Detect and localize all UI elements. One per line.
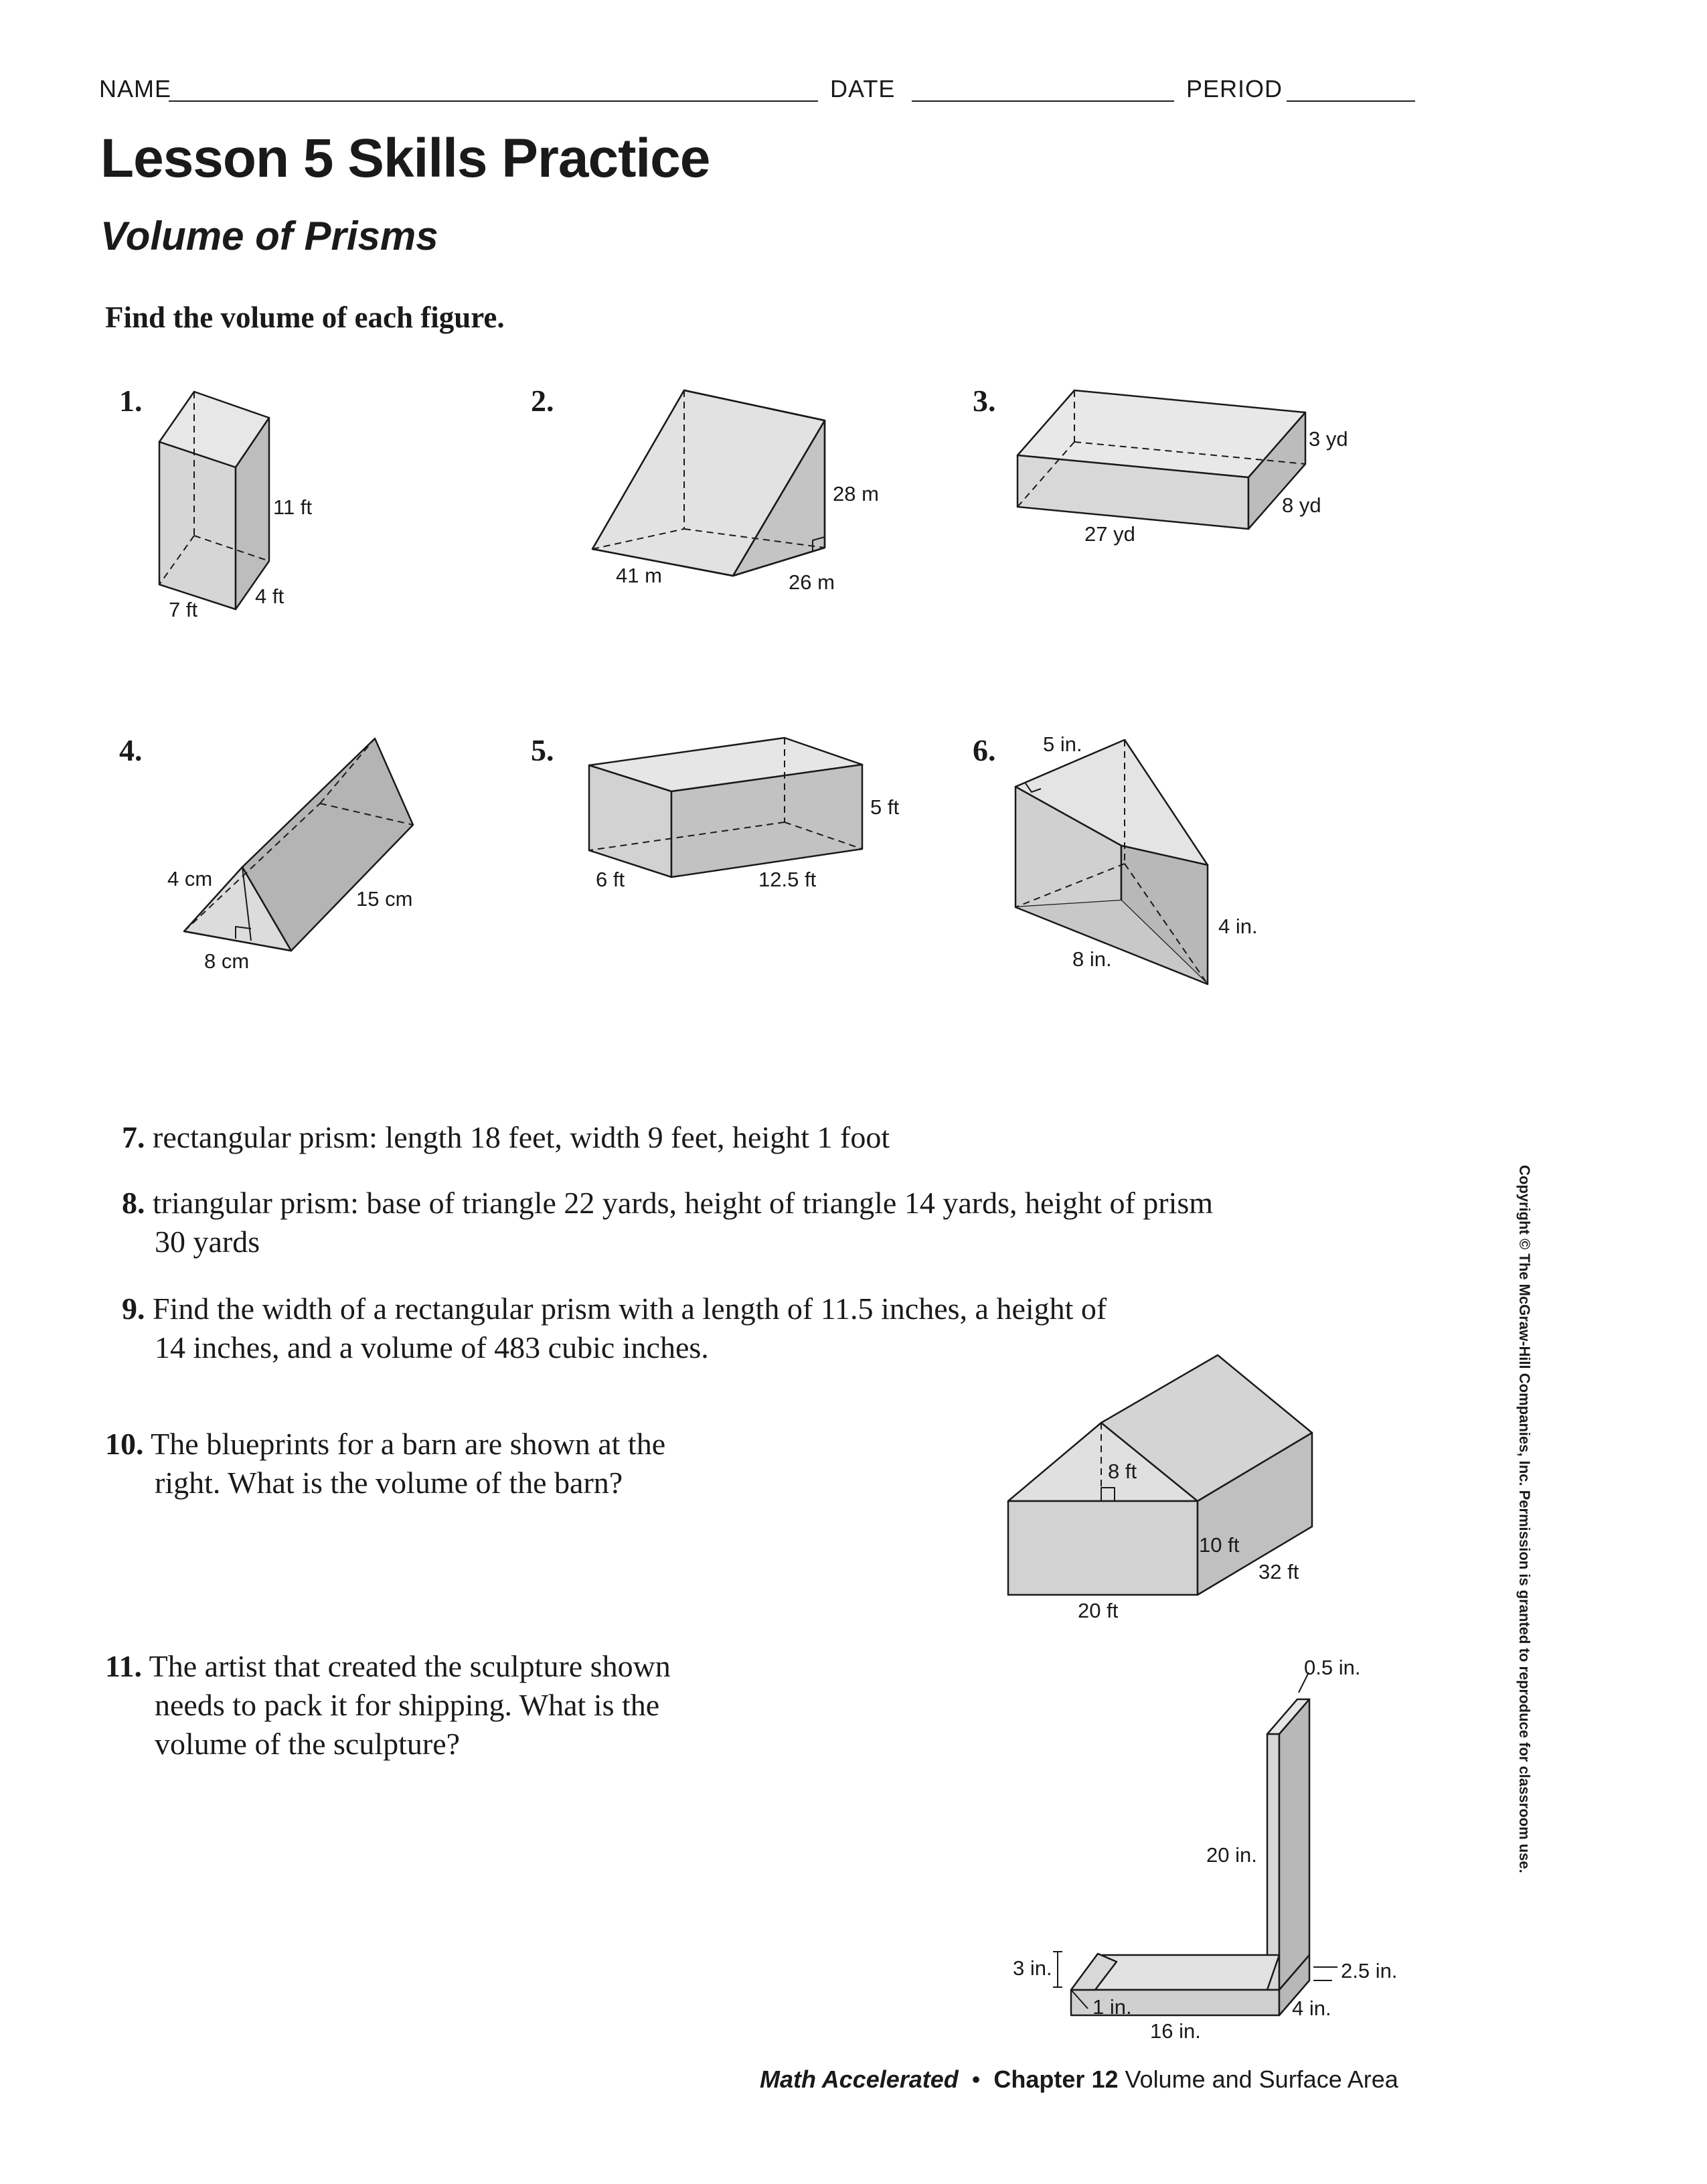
figure-1-number: 1. xyxy=(119,384,143,418)
problem-11-line2: needs to pack it for shipping. What is the xyxy=(155,1688,660,1722)
page-title: Lesson 5 Skills Practice xyxy=(100,128,710,189)
problem-7 xyxy=(122,1118,890,1157)
footer-topic: Volume and Surface Area xyxy=(1125,2065,1398,2093)
date-label: DATE xyxy=(830,75,896,102)
problem-10 xyxy=(105,1425,665,1464)
fig1-label-height: 11 ft xyxy=(273,495,313,519)
problem-8-number: 8. xyxy=(122,1186,145,1220)
figure-2-number: 2. xyxy=(531,384,554,418)
fig4-label-base: 8 cm xyxy=(204,949,250,973)
copyright-notice: Copyright © The McGraw-Hill Companies, Inc. Permission is granted to reproduce for classroom use. xyxy=(1516,1165,1533,1873)
fig3-label-height: 3 yd xyxy=(1309,427,1348,451)
problem-11 xyxy=(105,1647,671,1686)
name-label: NAME xyxy=(99,75,172,102)
sculpture-figure xyxy=(1053,1672,1337,2015)
figure-1-prism xyxy=(159,392,269,609)
figure-5-prism xyxy=(589,738,862,877)
fig3-label-width: 8 yd xyxy=(1282,493,1321,517)
problem-10-line2: right. What is the volume of the barn? xyxy=(155,1466,623,1500)
fig6-label-height: 4 in. xyxy=(1218,915,1258,938)
footer-bullet: • xyxy=(971,2065,981,2093)
sculpture-label-small: 1 in. xyxy=(1092,1995,1132,2019)
problem-9-number: 9. xyxy=(122,1292,145,1326)
figure-2-prism xyxy=(592,390,825,576)
barn-label-depth: 32 ft xyxy=(1258,1560,1299,1583)
sculpture-label-tall: 20 in. xyxy=(1206,1843,1257,1867)
figure-5-number: 5. xyxy=(531,733,554,767)
problem-7-text: rectangular prism: length 18 feet, width 9 feet, height 1 foot xyxy=(153,1120,890,1154)
fig4-label-length: 15 cm xyxy=(356,887,413,911)
barn-label-width: 20 ft xyxy=(1078,1599,1119,1622)
sculpture-label-length: 16 in. xyxy=(1150,2019,1201,2043)
problem-8-line1: triangular prism: base of triangle 22 yards, height of triangle 14 yards, height of prism xyxy=(153,1186,1214,1220)
figure-3-number: 3. xyxy=(973,384,996,418)
fig3-label-length: 27 yd xyxy=(1084,522,1135,546)
problem-11-line1: The artist that created the sculpture shown xyxy=(149,1649,671,1683)
sculpture-label-thickness: 0.5 in. xyxy=(1304,1656,1361,1679)
problem-9-line1: Find the width of a rectangular prism with a length of 11.5 inches, a height of xyxy=(153,1292,1107,1326)
period-label: PERIOD xyxy=(1186,75,1283,102)
barn-label-wall-height: 10 ft xyxy=(1199,1533,1240,1557)
fig6-label-top: 5 in. xyxy=(1043,732,1082,756)
fig5-label-width: 6 ft xyxy=(596,868,625,891)
problem-11-line3: volume of the sculpture? xyxy=(155,1727,461,1761)
sculpture-label-short: 3 in. xyxy=(1013,1956,1052,1980)
problem-8-line2: 30 yards xyxy=(155,1225,260,1259)
fig2-label-length: 41 m xyxy=(616,564,662,587)
fig5-label-height: 5 ft xyxy=(870,795,900,819)
figure-3-prism xyxy=(1018,390,1305,529)
problem-8 xyxy=(122,1184,1213,1223)
page-subtitle: Volume of Prisms xyxy=(100,214,438,258)
barn-figure xyxy=(1008,1355,1312,1595)
instructions: Find the volume of each figure. xyxy=(105,301,505,334)
problem-10-number: 10. xyxy=(105,1427,144,1461)
fig1-label-length: 7 ft xyxy=(169,598,198,621)
fig2-label-height: 28 m xyxy=(833,482,879,505)
fig2-label-base: 26 m xyxy=(789,570,835,594)
problem-9 xyxy=(122,1290,1107,1328)
fig6-label-base: 8 in. xyxy=(1072,947,1112,971)
problem-10-line1: The blueprints for a barn are shown at the xyxy=(151,1427,666,1461)
sculpture-label-base-height: 2.5 in. xyxy=(1341,1959,1398,1982)
problem-11-number: 11. xyxy=(105,1649,142,1683)
sculpture-label-depth: 4 in. xyxy=(1292,1997,1331,2020)
footer-book: Math Accelerated xyxy=(760,2065,959,2093)
figure-4-number: 4. xyxy=(119,733,143,767)
fig1-label-width: 4 ft xyxy=(255,584,284,608)
figure-6-number: 6. xyxy=(973,733,996,767)
fig4-label-height: 4 cm xyxy=(167,867,213,890)
fig5-label-length: 12.5 ft xyxy=(758,868,817,891)
problem-9-line2: 14 inches, and a volume of 483 cubic inches. xyxy=(155,1330,709,1364)
footer-chapter: Chapter 12 xyxy=(993,2065,1119,2093)
barn-label-roof-height: 8 ft xyxy=(1108,1460,1137,1483)
problem-7-number: 7. xyxy=(122,1120,145,1154)
page-footer xyxy=(760,2065,1398,2094)
figure-4-prism xyxy=(184,738,413,951)
